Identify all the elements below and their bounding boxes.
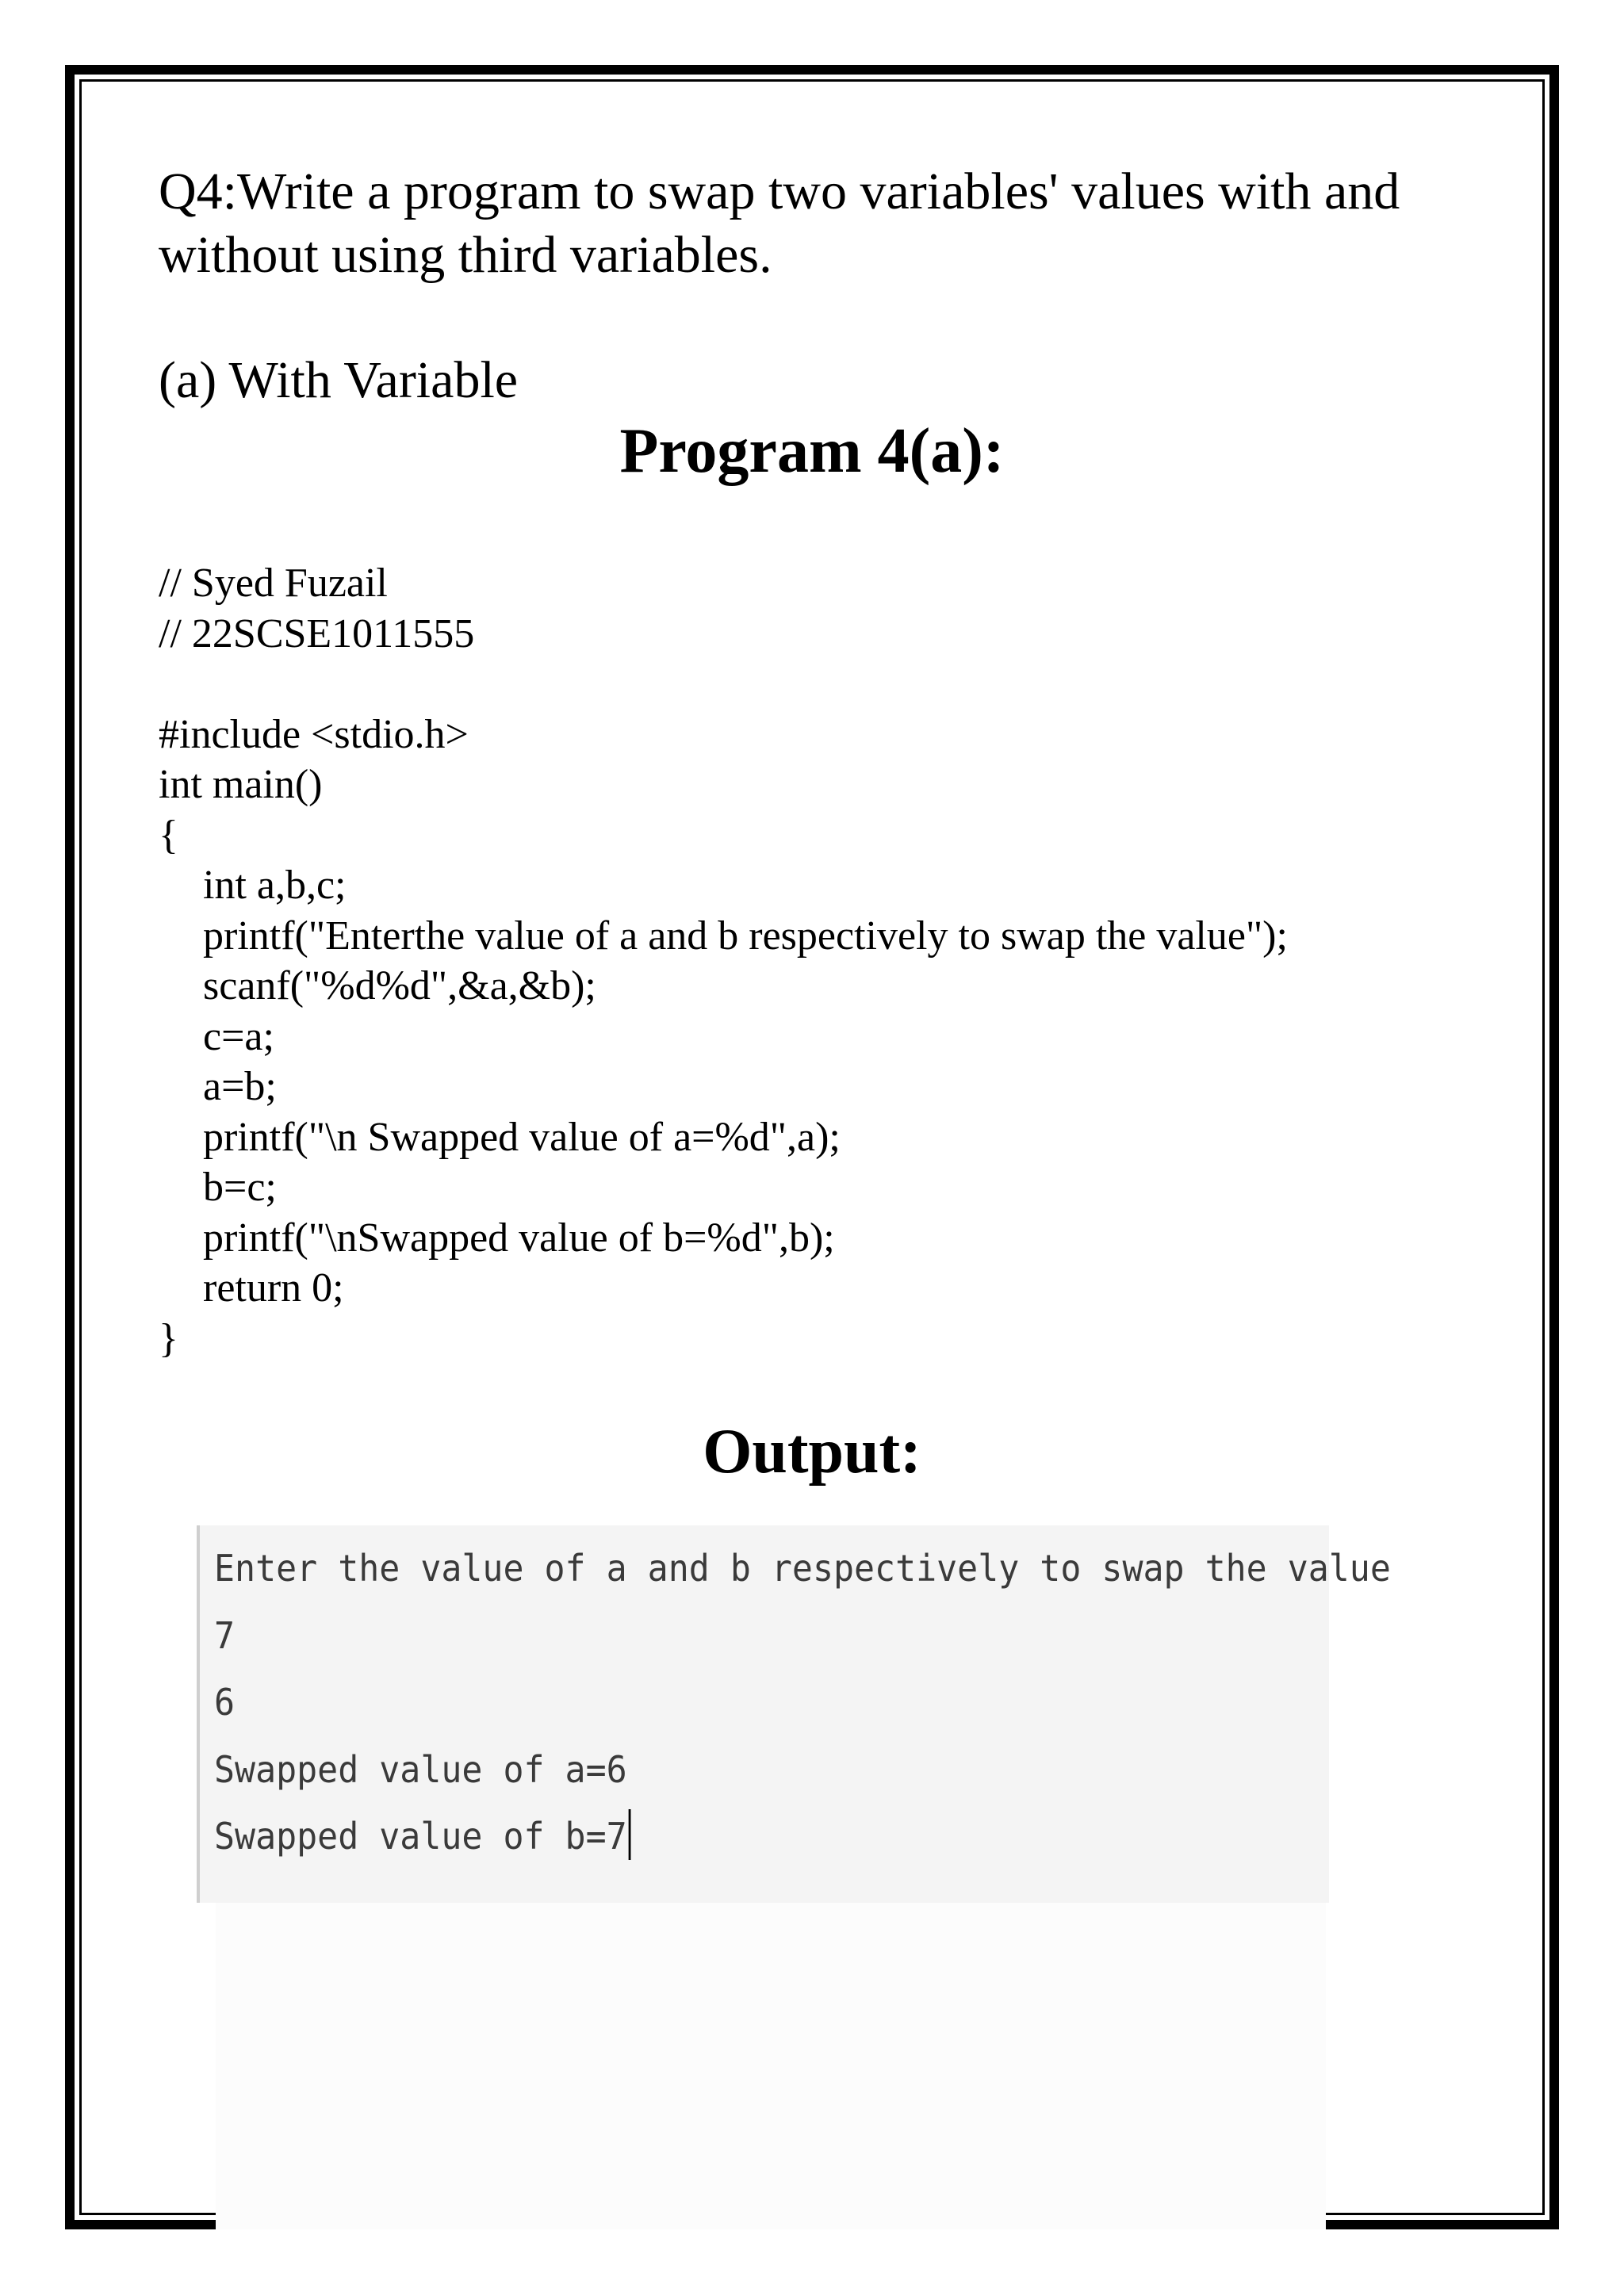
code-line: int main() — [159, 762, 323, 807]
code-line: int a,b,c; — [203, 863, 347, 908]
code-line: { — [159, 812, 178, 858]
code-line: a=b; — [203, 1064, 277, 1109]
code-block — [159, 558, 1288, 1364]
part-label: (a) With Variable — [159, 351, 519, 409]
code-blank-line — [159, 659, 1288, 710]
console-last-line — [214, 1803, 1391, 1870]
console-line-text: Swapped value of b=7 — [214, 1815, 627, 1858]
question-text: Q4:Write a program to swap two variables' values with and without using third variables. — [159, 163, 1400, 284]
code-line: b=c; — [203, 1165, 277, 1210]
code-line: return 0; — [203, 1265, 344, 1311]
console-line: 7 — [214, 1613, 236, 1657]
code-line: scanf("%d%d",&a,&b); — [203, 963, 596, 1008]
code-line: printf("\nSwapped value of b=%d",b); — [203, 1215, 835, 1261]
console-screenshot-background — [216, 1903, 1326, 2229]
text-cursor — [629, 1809, 631, 1860]
program-heading: Program 4(a): — [619, 416, 1005, 486]
code-line: } — [159, 1315, 178, 1361]
output-heading: Output: — [703, 1417, 921, 1487]
code-comment-line: // 22SCSE1011555 — [159, 610, 475, 656]
console-output-screenshot — [197, 1525, 1391, 1903]
code-line: #include <stdio.h> — [159, 711, 469, 757]
code-comment-line: // Syed Fuzail — [159, 561, 388, 606]
code-line: c=a; — [203, 1013, 274, 1059]
console-line: Enter the value of a and b respectively to swap the value — [214, 1547, 1391, 1590]
code-line: printf("Enterthe value of a and b respectively to swap the value"); — [203, 913, 1288, 959]
console-line: Swapped value of a=6 — [214, 1747, 627, 1791]
console-line: 6 — [214, 1681, 236, 1724]
console-text — [214, 1535, 1391, 1870]
code-line: printf("\n Swapped value of a=%d",a); — [203, 1114, 841, 1160]
